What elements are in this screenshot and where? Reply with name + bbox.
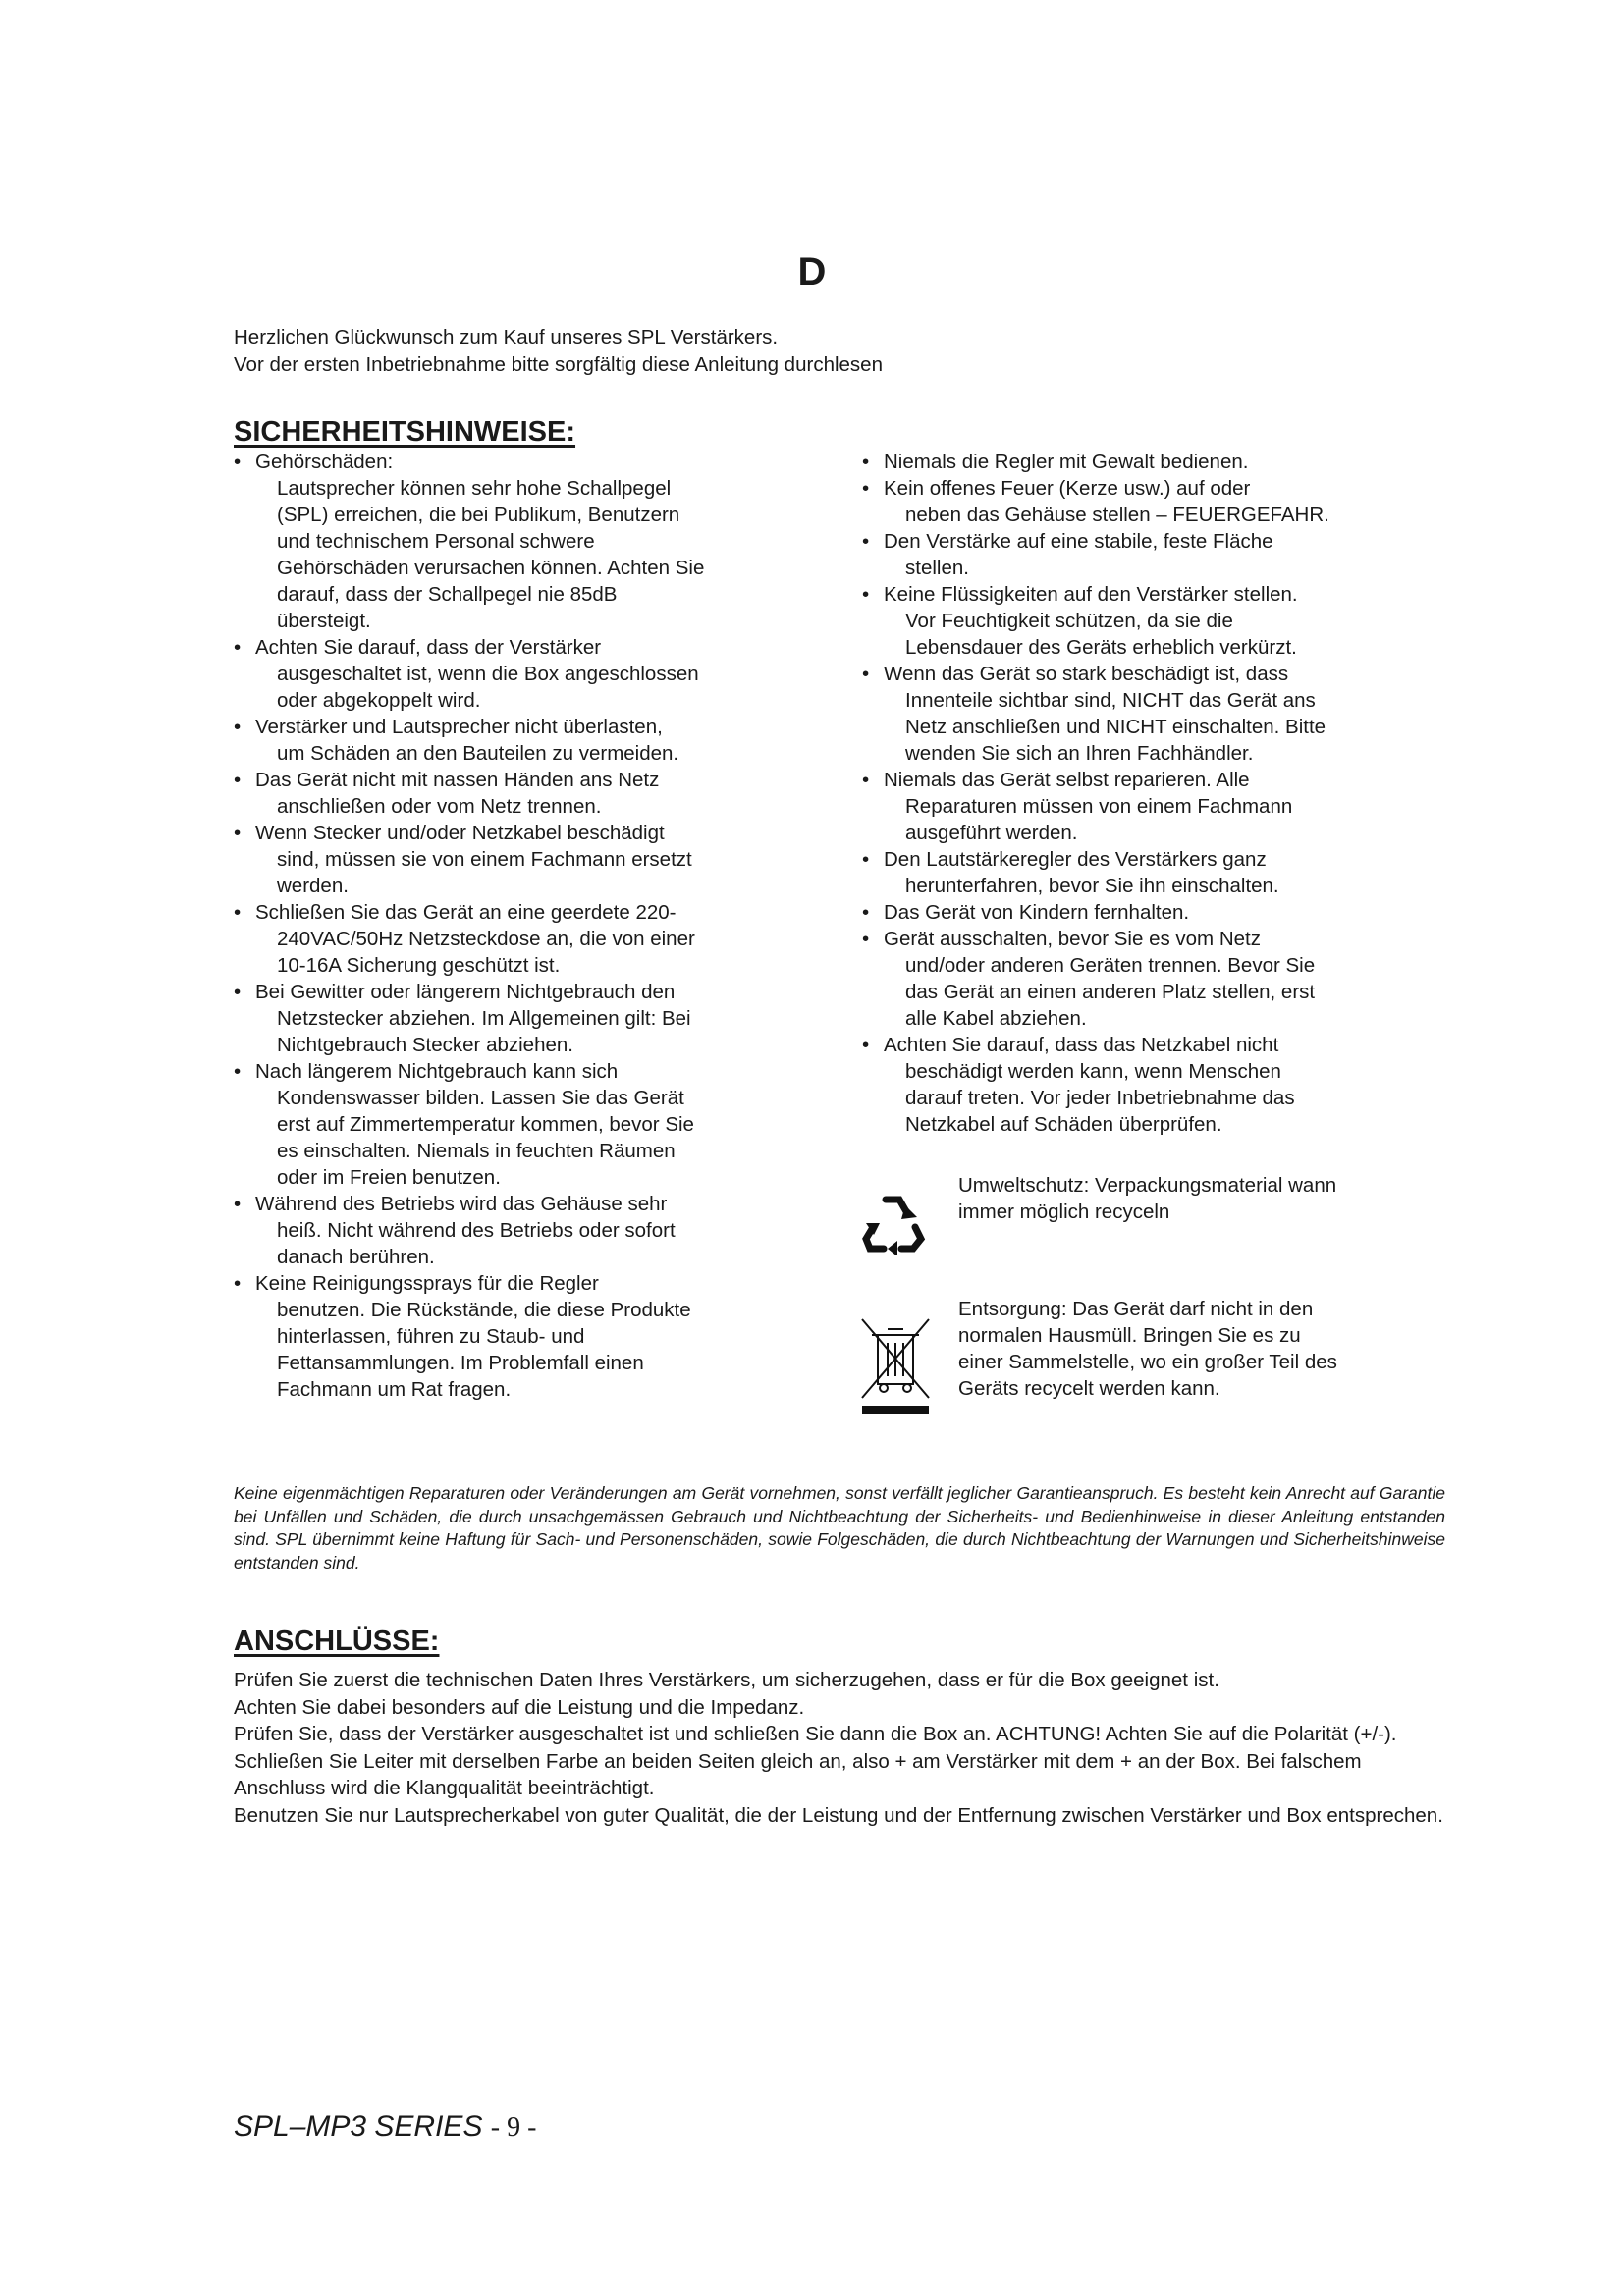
safety-list-item: [862, 1032, 1412, 1138]
safety-item-continuation: Vor Feuchtigkeit schützen, da sie die: [905, 610, 1233, 632]
safety-item-continuation: anschließen oder vom Netz trennen.: [277, 795, 602, 818]
safety-list-item: [862, 528, 1412, 581]
safety-item-continuation: Fettansammlungen. Im Problemfall einen: [277, 1352, 644, 1374]
safety-item-continuation: erst auf Zimmertemperatur kommen, bevor Sie: [277, 1113, 694, 1136]
bullet-icon: •: [234, 901, 242, 924]
safety-item-continuation: Fachmann um Rat fragen.: [277, 1378, 512, 1401]
bullet-icon: •: [862, 663, 870, 685]
bullet-icon: •: [862, 901, 870, 924]
safety-item-text: Wenn das Gerät so stark beschädigt ist, dass: [884, 663, 1289, 685]
bullet-icon: •: [234, 981, 242, 1003]
safety-item-continuation: ausgeführt werden.: [905, 822, 1078, 844]
safety-item-text: Während des Betriebs wird das Gehäuse sehr: [255, 1193, 668, 1215]
safety-list-item: [234, 714, 784, 767]
page-language-letter: D: [797, 250, 827, 294]
safety-item-continuation: um Schäden an den Bauteilen zu vermeiden.: [277, 742, 679, 765]
safety-list-item: [862, 926, 1412, 1032]
bullet-icon: •: [234, 1060, 242, 1083]
safety-item-continuation: es einschalten. Niemals in feuchten Räumen: [277, 1140, 676, 1162]
safety-list-item: [234, 767, 784, 820]
safety-item-continuation: Netzkabel auf Schäden überprüfen.: [905, 1113, 1222, 1136]
connections-text: [234, 1667, 1451, 1829]
bullet-icon: •: [234, 822, 242, 844]
safety-list-item: [862, 475, 1412, 528]
safety-list-item: [862, 581, 1412, 661]
bullet-icon: •: [862, 530, 870, 553]
safety-item-continuation: alle Kabel abziehen.: [905, 1007, 1087, 1030]
safety-list-item: [862, 767, 1412, 846]
safety-list-item: [234, 449, 784, 634]
safety-list-item: [234, 899, 784, 979]
bullet-icon: •: [862, 848, 870, 871]
safety-list-item: [862, 899, 1412, 926]
disposal-line: normalen Hausmüll. Bringen Sie es zu: [958, 1324, 1301, 1347]
weee-crossed-bin-icon: [858, 1313, 933, 1420]
safety-item-text: Achten Sie darauf, dass der Verstärker: [255, 636, 602, 659]
safety-list-item: [234, 634, 784, 714]
safety-item-continuation: Nichtgebrauch Stecker abziehen.: [277, 1034, 573, 1056]
safety-list-item: [234, 820, 784, 899]
safety-item-continuation: werden.: [277, 875, 349, 897]
bullet-icon: •: [862, 451, 870, 473]
bullet-icon: •: [862, 769, 870, 791]
safety-item-text: Gehörschäden:: [255, 451, 394, 473]
safety-item-continuation: (SPL) erreichen, die bei Publikum, Benutzern: [277, 504, 680, 526]
disposal-note: [852, 1296, 1422, 1433]
safety-item-text: Das Gerät nicht mit nassen Händen ans Netz: [255, 769, 660, 791]
disposal-text: [958, 1296, 1420, 1402]
safety-item-continuation: Kondenswasser bilden. Lassen Sie das Gerät: [277, 1087, 684, 1109]
safety-item-continuation: übersteigt.: [277, 610, 371, 632]
page-footer: [234, 2110, 536, 2144]
connections-paragraph: Achten Sie dabei besonders auf die Leistung und die Impedanz.: [234, 1695, 805, 1719]
safety-list-right: [862, 449, 1412, 1138]
series-name: SPL–MP3 SERIES: [234, 2110, 483, 2143]
safety-item-continuation: wenden Sie sich an Ihren Fachhändler.: [905, 742, 1254, 765]
bullet-icon: •: [862, 928, 870, 950]
safety-item-text: Keine Flüssigkeiten auf den Verstärker stellen.: [884, 583, 1298, 606]
bullet-icon: •: [862, 1034, 870, 1056]
intro-text: [234, 324, 883, 379]
safety-item-continuation: Lautsprecher können sehr hohe Schallpegel: [277, 477, 672, 500]
safety-item-continuation: Netzstecker abziehen. Im Allgemeinen gilt: Bei: [277, 1007, 691, 1030]
safety-item-continuation: benutzen. Die Rückstände, die diese Produkte: [277, 1299, 691, 1321]
safety-item-text: Keine Reinigungssprays für die Regler: [255, 1272, 599, 1295]
recycle-note: [852, 1172, 1422, 1280]
safety-item-continuation: herunterfahren, bevor Sie ihn einschalten.: [905, 875, 1279, 897]
safety-item-text: Bei Gewitter oder längerem Nichtgebrauch den: [255, 981, 676, 1003]
safety-list-item: [862, 449, 1412, 475]
safety-item-text: Kein offenes Feuer (Kerze usw.) auf oder: [884, 477, 1251, 500]
warranty-disclaimer: Keine eigenmächtigen Reparaturen oder Veränderungen am Gerät vornehmen, sonst verfällt jeglicher Garantieanspruch. Es besteht kein Anrecht auf Garantie bei Unfällen und Schäden, die durch unsachgemässen Gebrauch und Nichtbeachtung der Sicherheits- und Bedienhinweise in dieser Anleitung entstanden sind. SPL übernimmt keine Haftung für Sach- und Personenschäden, sowie Folgeschäden, die durch Nichtbeachtung der Warnungen und Sicherheitshinweise entstanden sind.: [234, 1483, 1445, 1573]
recycle-line: Umweltschutz: Verpackungsmaterial wann: [958, 1174, 1337, 1197]
bullet-icon: •: [234, 716, 242, 738]
safety-list-item: [862, 661, 1412, 767]
safety-item-text: Niemals die Regler mit Gewalt bedienen.: [884, 451, 1249, 473]
intro-line-1: Herzlichen Glückwunsch zum Kauf unseres SPL Verstärkers.: [234, 326, 779, 348]
safety-item-continuation: Reparaturen müssen von einem Fachmann: [905, 795, 1293, 818]
safety-item-text: Das Gerät von Kindern fernhalten.: [884, 901, 1190, 924]
safety-item-continuation: Innenteile sichtbar sind, NICHT das Gerät ans: [905, 689, 1316, 712]
safety-item-continuation: darauf, dass der Schallpegel nie 85dB: [277, 583, 618, 606]
safety-item-continuation: das Gerät an einen anderen Platz stellen, erst: [905, 981, 1316, 1003]
safety-item-text: Niemals das Gerät selbst reparieren. Alle: [884, 769, 1250, 791]
bullet-icon: •: [234, 769, 242, 791]
safety-item-continuation: und/oder anderen Geräten trennen. Bevor Sie: [905, 954, 1316, 977]
safety-list-item: [862, 846, 1412, 899]
page-number: - 9 -: [490, 2112, 537, 2143]
safety-list-item: [234, 1058, 784, 1191]
safety-item-continuation: sind, müssen sie von einem Fachmann ersetzt: [277, 848, 692, 871]
connections-paragraph: Prüfen Sie zuerst die technischen Daten Ihres Verstärkers, um sicherzugehen, dass er für die Box geeignet ist.: [234, 1669, 1219, 1691]
safety-item-continuation: Lebensdauer des Geräts erheblich verkürzt.: [905, 636, 1297, 659]
safety-item-text: Wenn Stecker und/oder Netzkabel beschädigt: [255, 822, 665, 844]
safety-item-continuation: oder im Freien benutzen.: [277, 1166, 501, 1189]
safety-list-item: [234, 1191, 784, 1270]
disposal-line: einer Sammelstelle, wo ein großer Teil des: [958, 1351, 1337, 1373]
safety-item-continuation: 10-16A Sicherung geschützt ist.: [277, 954, 561, 977]
safety-item-continuation: stellen.: [905, 557, 969, 579]
safety-item-continuation: Gehörschäden verursachen können. Achten Sie: [277, 557, 705, 579]
bullet-icon: •: [862, 583, 870, 606]
safety-item-continuation: Netz anschließen und NICHT einschalten. Bitte: [905, 716, 1326, 738]
safety-heading: SICHERHEITSHINWEISE:: [234, 416, 576, 448]
safety-item-continuation: ausgeschaltet ist, wenn die Box angeschlossen: [277, 663, 699, 685]
recycle-line: immer möglich recyceln: [958, 1201, 1170, 1223]
intro-line-2: Vor der ersten Inbetriebnahme bitte sorgfältig diese Anleitung durchlesen: [234, 353, 883, 376]
environment-notes: [852, 1172, 1422, 1427]
bullet-icon: •: [234, 451, 242, 473]
bullet-icon: •: [234, 636, 242, 659]
bullet-icon: •: [234, 1272, 242, 1295]
safety-item-text: Schließen Sie das Gerät an eine geerdete 220-: [255, 901, 677, 924]
disposal-line: Geräts recycelt werden kann.: [958, 1377, 1220, 1400]
safety-item-text: Verstärker und Lautsprecher nicht überlasten,: [255, 716, 663, 738]
safety-item-continuation: 240VAC/50Hz Netzsteckdose an, die von einer: [277, 928, 695, 950]
recycle-icon: [860, 1192, 927, 1259]
connections-heading: ANSCHLÜSSE:: [234, 1626, 440, 1657]
safety-list-item: [234, 979, 784, 1058]
bullet-icon: •: [234, 1193, 242, 1215]
connections-paragraph: Benutzen Sie nur Lautsprecherkabel von guter Qualität, die der Leistung und der Entfernung zwischen Verstärker und Box entsprechen.: [234, 1803, 1443, 1827]
safety-item-text: Achten Sie darauf, dass das Netzkabel nicht: [884, 1034, 1279, 1056]
bullet-icon: •: [862, 477, 870, 500]
safety-item-continuation: oder abgekoppelt wird.: [277, 689, 481, 712]
safety-item-text: Nach längerem Nichtgebrauch kann sich: [255, 1060, 619, 1083]
safety-list-left: [234, 449, 784, 1403]
safety-item-continuation: danach berühren.: [277, 1246, 435, 1268]
safety-item-text: Gerät ausschalten, bevor Sie es vom Netz: [884, 928, 1261, 950]
connections-paragraph: Prüfen Sie, dass der Verstärker ausgeschaltet ist und schließen Sie dann die Box an. ACHTUNG! Achten Sie auf die Polarität (+/-). Schließen Sie Leiter mit derselben Farbe an beiden Seiten gleich an, also + am Verstärker mit dem + an der Box. Bei falschem Anschluss wird die Klangqualität beeinträchtigt.: [234, 1723, 1397, 1799]
recycle-text: [958, 1172, 1420, 1225]
safety-item-text: Den Verstärke auf eine stabile, feste Fläche: [884, 530, 1273, 553]
safety-list-item: [234, 1270, 784, 1403]
safety-item-continuation: heiß. Nicht während des Betriebs oder sofort: [277, 1219, 676, 1242]
safety-item-text: Den Lautstärkeregler des Verstärkers ganz: [884, 848, 1267, 871]
safety-item-continuation: und technischem Personal schwere: [277, 530, 595, 553]
safety-item-continuation: darauf treten. Vor jeder Inbetriebnahme das: [905, 1087, 1295, 1109]
safety-item-continuation: beschädigt werden kann, wenn Menschen: [905, 1060, 1281, 1083]
safety-item-continuation: hinterlassen, führen zu Staub- und: [277, 1325, 585, 1348]
disposal-line: Entsorgung: Das Gerät darf nicht in den: [958, 1298, 1314, 1320]
safety-item-continuation: neben das Gehäuse stellen – FEUERGEFAHR.: [905, 504, 1329, 526]
